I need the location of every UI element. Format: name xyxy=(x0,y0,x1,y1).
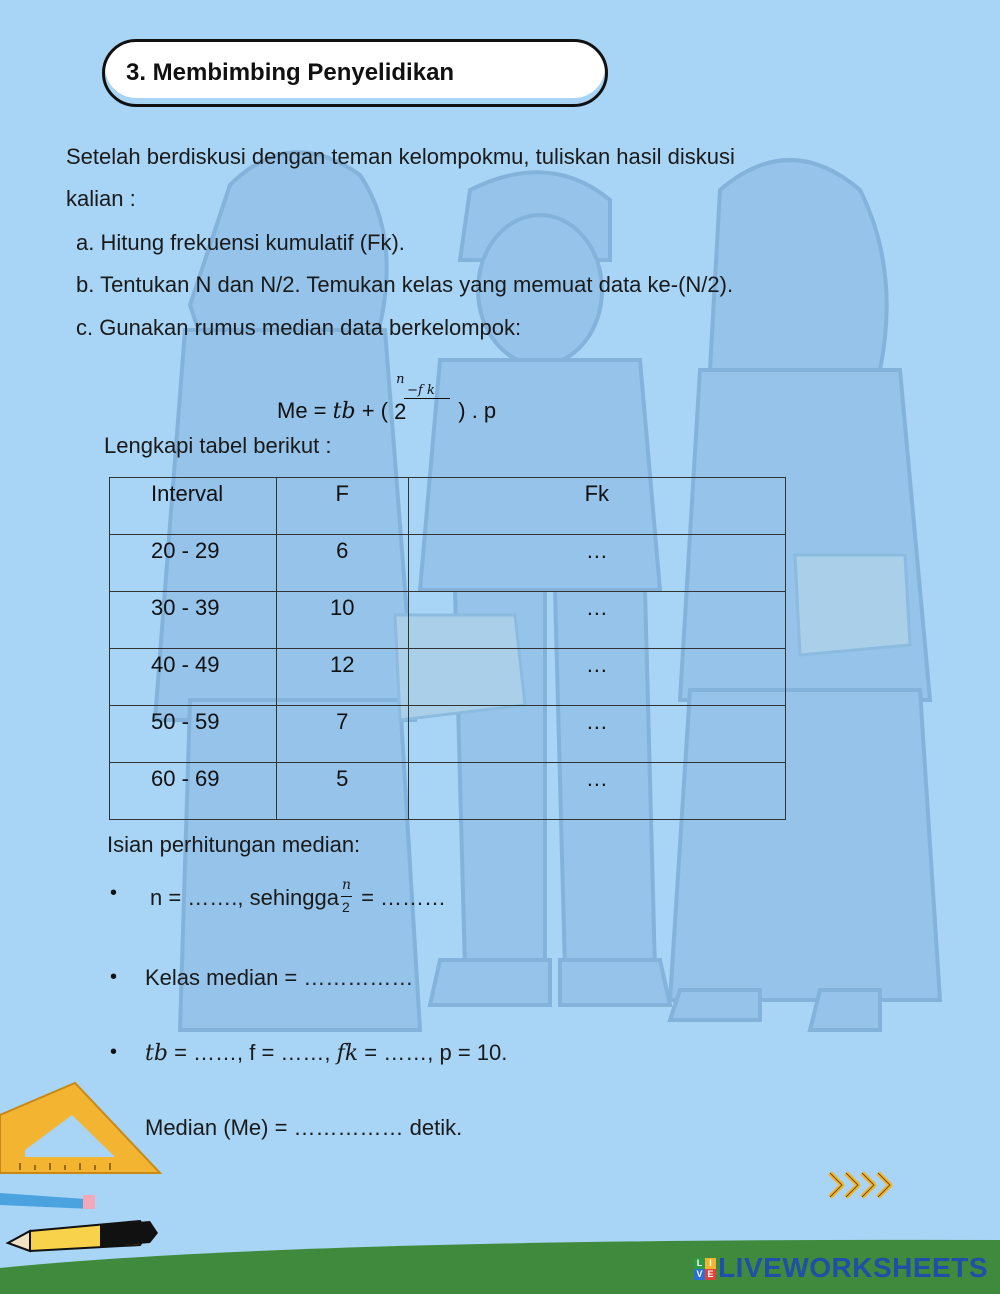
forward-arrows-icon xyxy=(828,1170,896,1200)
formula-prefix: Me = xyxy=(277,398,327,423)
cell-f: 7 xyxy=(276,706,408,763)
calc-n-fraction xyxy=(339,877,355,915)
logo-letter-l: L xyxy=(694,1258,705,1269)
table-row xyxy=(110,706,786,763)
bullet-3: • xyxy=(110,1041,118,1063)
logo-letter-e: E xyxy=(705,1269,716,1280)
median-formula xyxy=(277,372,497,424)
header-fk: Fk xyxy=(408,478,785,535)
task-a: a. Hitung frekuensi kumulatif (Fk). xyxy=(76,230,405,255)
bullet-1: • xyxy=(110,882,118,904)
intro-line-2: kalian : xyxy=(66,186,136,211)
calc-n2-value[interactable]: = ……… xyxy=(361,885,447,910)
cell-interval: 50 - 59 xyxy=(110,706,277,763)
formula-fraction xyxy=(394,372,452,424)
cell-f: 12 xyxy=(276,649,408,706)
calc-params-a: = ……, f = ……, xyxy=(174,1040,331,1065)
intro-line-1: Setelah berdiskusi dengan teman kelompokmu, tuliskan hasil diskusi xyxy=(66,144,735,169)
formula-tb: tb xyxy=(332,399,356,424)
cell-interval: 60 - 69 xyxy=(110,763,277,820)
liveworksheets-logo-icon xyxy=(694,1258,716,1280)
table-row xyxy=(110,535,786,592)
cell-interval: 30 - 39 xyxy=(110,592,277,649)
formula-num-n: n xyxy=(396,372,405,387)
calc-n-text[interactable]: n = ……., sehingga xyxy=(150,885,339,910)
cell-fk-input[interactable]: … xyxy=(408,763,785,820)
calc-median-result[interactable]: Median (Me) = …………… detik. xyxy=(145,1115,463,1140)
table-intro: Lengkapi tabel berikut : xyxy=(104,433,332,458)
frequency-table xyxy=(109,477,786,820)
set-square-icon xyxy=(0,1075,165,1185)
logo-letter-i: I xyxy=(705,1258,716,1269)
logo-letter-v: V xyxy=(694,1269,705,1280)
cell-f: 6 xyxy=(276,535,408,592)
formula-num-rest: −f k xyxy=(407,383,435,398)
table-row xyxy=(110,763,786,820)
cell-f: 5 xyxy=(276,763,408,820)
calc-tb: tb xyxy=(145,1041,168,1066)
cell-fk-input[interactable]: … xyxy=(408,706,785,763)
cell-fk-input[interactable]: … xyxy=(408,592,785,649)
table-row xyxy=(110,649,786,706)
cell-fk-input[interactable]: … xyxy=(408,649,785,706)
calc-frac-d: 2 xyxy=(341,899,350,915)
section-title: 3. Membimbing Penyelidikan xyxy=(126,59,455,86)
table-header-row xyxy=(110,478,786,535)
header-interval: Interval xyxy=(110,478,277,535)
liveworksheets-brand[interactable]: LIVEWORKSHEETS xyxy=(718,1252,988,1283)
calc-frac-n: n xyxy=(341,877,351,893)
cell-f: 10 xyxy=(276,592,408,649)
formula-fraction-bar xyxy=(404,398,450,399)
task-c: c. Gunakan rumus median data berkelompok: xyxy=(76,315,522,340)
calc-fk: fk xyxy=(336,1041,359,1066)
formula-suffix: ) . p xyxy=(458,398,497,423)
calc-n-line xyxy=(150,877,447,915)
cell-interval: 20 - 29 xyxy=(110,535,277,592)
calc-frac-bar xyxy=(341,896,352,897)
cell-interval: 40 - 49 xyxy=(110,649,277,706)
calc-median-class[interactable]: Kelas median = …………… xyxy=(145,965,414,990)
formula-plus: + ( xyxy=(361,398,389,423)
table-row xyxy=(110,592,786,649)
calc-title: Isian perhitungan median: xyxy=(107,832,361,857)
task-b: b. Tentukan N dan N/2. Temukan kelas yang memuat data ke-(N/2). xyxy=(76,272,734,297)
cell-fk-input[interactable]: … xyxy=(408,535,785,592)
calc-params-line[interactable] xyxy=(145,1040,507,1066)
calc-params-b: = ……, p = 10. xyxy=(364,1040,508,1065)
header-f: F xyxy=(276,478,408,535)
bullet-2: • xyxy=(110,966,118,988)
formula-den: 2 xyxy=(394,399,407,424)
